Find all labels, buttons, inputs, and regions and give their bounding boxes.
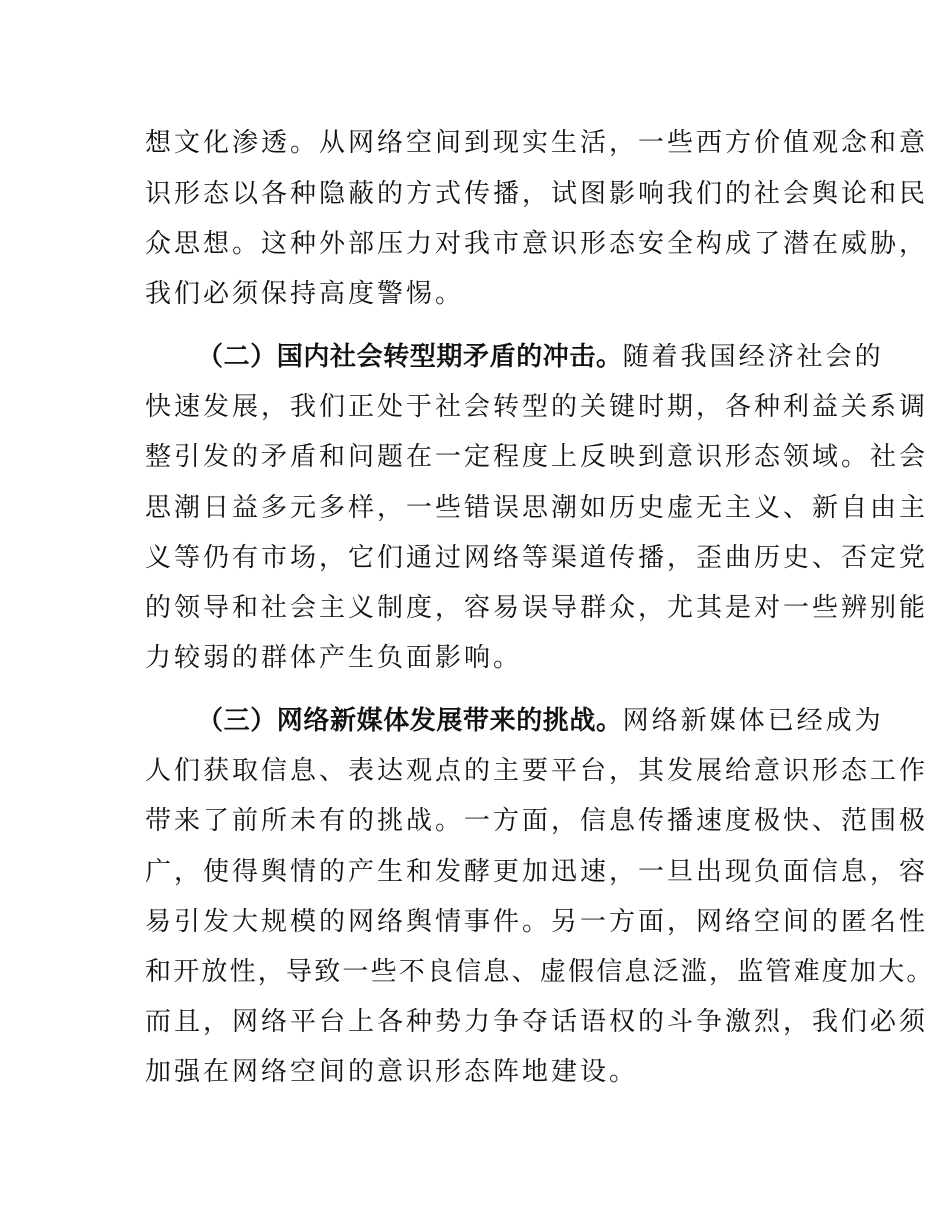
paragraph1-line-4: 我们必须保持高度警惕。 bbox=[145, 279, 465, 309]
paragraph3-line-7: 而且，网络平台上各种势力争夺话语权的斗争激烈，我们必须 bbox=[145, 1007, 929, 1037]
paragraph2-line-3: 整引发的矛盾和问题在一定程度上反映到意识形态领域。社会 bbox=[145, 442, 929, 472]
paragraph3-line-8: 加强在网络空间的意识形态阵地建设。 bbox=[145, 1057, 639, 1087]
paragraph2-line-1 bbox=[197, 342, 884, 372]
paragraph3-line-2: 人们获取信息、表达观点的主要平台，其发展给意识形态工作 bbox=[145, 756, 929, 786]
paragraph3-line-3: 带来了前所未有的挑战。一方面，信息传播速度极快、范围极 bbox=[145, 806, 929, 836]
paragraph2-line-2: 快速发展，我们正处于社会转型的关键时期，各种利益关系调 bbox=[145, 392, 929, 422]
paragraph2-line-6: 的领导和社会主义制度，容易误导群众，尤其是对一些辨别能 bbox=[145, 593, 929, 623]
paragraph2-heading: （二）国内社会转型期矛盾的冲击。 bbox=[197, 342, 623, 372]
paragraph2-line-5: 义等仍有市场，它们通过网络等渠道传播，歪曲历史、否定党 bbox=[145, 543, 929, 573]
paragraph2-first-line-text: 随着我国经济社会的 bbox=[622, 342, 884, 372]
paragraph1-line-2: 识形态以各种隐蔽的方式传播，试图影响我们的社会舆论和民 bbox=[145, 179, 929, 209]
paragraph2-line-4: 思潮日益多元多样，一些错误思潮如历史虚无主义、新自由主 bbox=[145, 493, 929, 523]
paragraph3-line-1 bbox=[197, 706, 884, 736]
paragraph3-heading: （三）网络新媒体发展带来的挑战。 bbox=[197, 706, 623, 736]
paragraph3-line-5: 易引发大规模的网络舆情事件。另一方面，网络空间的匿名性 bbox=[145, 907, 929, 937]
paragraph3-line-6: 和开放性，导致一些不良信息、虚假信息泛滥，监管难度加大。 bbox=[145, 957, 935, 987]
paragraph1-line-1: 想文化渗透。从网络空间到现实生活，一些西方价值观念和意 bbox=[145, 128, 929, 158]
paragraph3-first-line-text: 网络新媒体已经成为 bbox=[622, 706, 884, 736]
paragraph2-line-7: 力较弱的群体产生负面影响。 bbox=[145, 643, 523, 673]
paragraph1-line-3: 众思想。这种外部压力对我市意识形态安全构成了潜在威胁， bbox=[145, 229, 929, 259]
paragraph3-line-4: 广，使得舆情的产生和发酵更加迅速，一旦出现负面信息，容 bbox=[145, 857, 929, 887]
